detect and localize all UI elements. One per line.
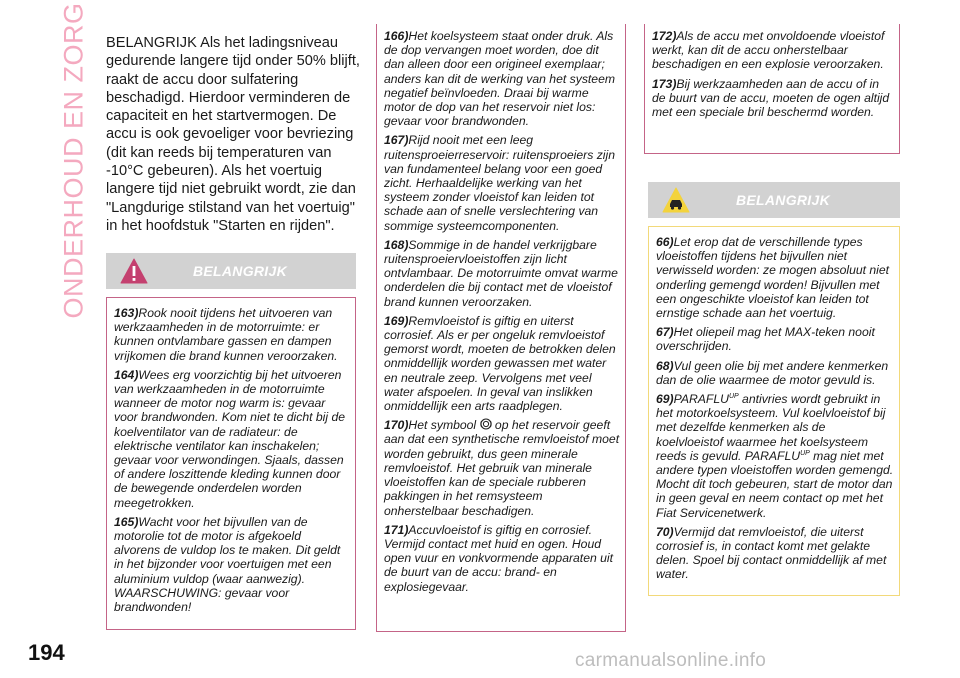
superscript: UP (728, 392, 739, 400)
note-number: 164) (114, 367, 139, 382)
note-text: Let erop dat de verschillende types vloeistoffen tijdens het bijvullen niet verwisseld worden: ze mogen absoluut niet onderling gemengd worden! Bijvullen met een ongeschikte vloeistof kan leiden tot ernstige schade aan het voertuig. (656, 235, 890, 321)
note-text: antivries wordt gebruikt in het motorkoelsysteem. Vul koelvloeistof bij met dezelfde kenmerken als de koelvloeistof waarmee het koelsysteem reeds is gevuld. PARAFLU (656, 392, 886, 463)
warning-triangle-icon (662, 187, 690, 213)
note-text: Wacht voor het bijvullen van de motorolie tot de motor is afgekoeld alvorens de vuldop los te maken. Dit geldt in het bijzonder voor voertuigen met een aluminium vuldop (waar aanwezig). WAARSCHUWING: gevaar voor brandwonden! (114, 514, 341, 615)
side-section-title (56, 1, 92, 319)
warning-notes-box-right (644, 24, 900, 154)
note-68 (656, 359, 894, 387)
note-number: 165) (114, 514, 139, 529)
note-170 (384, 418, 620, 517)
note-text: PARAFLU (673, 392, 729, 407)
note-169 (384, 314, 620, 413)
note-number: 167) (384, 133, 409, 148)
note-text: Wees erg voorzichtig bij het uitvoeren van werkzaamheden in de motorruimte wanneer de motor nog warm is: gevaar voor brandwonden. Kom niet te dicht bij de koelventilator van de radiateur: de elektrische ventilator kan inschakelen; gevaar voor verwondingen. Sjaals, dassen of andere loszittende kleding kunnen door de bewegende onderdelen worden meegetrokken. (114, 367, 346, 510)
note-number: 66) (656, 235, 674, 249)
note-173 (652, 77, 894, 120)
note-number: 168) (384, 237, 409, 252)
warning-triangle-icon (120, 258, 148, 284)
warning-notes-box-middle (376, 24, 626, 632)
note-number: 171) (384, 522, 409, 537)
superscript: UP (800, 449, 810, 457)
warning-notes-box-left (106, 297, 356, 630)
note-text: Het koelsysteem staat onder druk. Als de dop vervangen moet worden, doe dit dan alleen door een origineel exemplaar; anders kan dit de werking van het systeem negatief beïnvloeden. Draai bij warme motor de dop van het reservoir niet los: gevaar voor brandwonden. (384, 29, 616, 129)
note-70 (656, 525, 894, 582)
note-text: Het symbool (408, 418, 477, 433)
important-notes-box-right (648, 226, 900, 596)
page-number: 194 (28, 640, 65, 665)
note-text: Sommige in de handel verkrijgbare ruitensproeiervloeistoffen zijn licht ontvlambaar. De motorruimte omvat warme onderdelen die bij contact met de vloeistof brand kunnen veroorzaken. (384, 237, 618, 309)
note-text: Als de accu met onvoldoende vloeistof werkt, kan dit de accu onherstelbaar beschadigen en een explosie veroorzaken. (652, 29, 885, 72)
watermark: carmanualsonline.info (575, 650, 767, 671)
note-number: 169) (384, 313, 409, 328)
note-number: 172) (652, 29, 677, 43)
note-number: 69) (656, 392, 674, 407)
note-number: 166) (384, 29, 409, 43)
note-number: 67) (656, 325, 674, 340)
note-text: op het reservoir geeft aan dat een synthetische remvloeistof moet worden gebruikt, dus geen minerale remvloeistof. Het gebruik van minerale vloeistoffen kan de speciale rubberen pakkingen in het remsysteem onherstelbaar beschadigen. (384, 418, 620, 518)
note-number: 163) (114, 306, 139, 320)
note-text: Remvloeistof is giftig en uiterst corrosief. Als er per ongeluk remvloeistof gemorst wordt, moeten de betrokken delen onmiddellijk worden gewassen met water en neutrale zeep. Vervolgens met veel water afspoelen. In geval van inslikken onmiddellijk een arts raadplegen. (384, 313, 616, 414)
note-165 (114, 515, 350, 614)
note-number: 173) (652, 76, 677, 91)
note-69 (656, 392, 894, 520)
banner-right-label: BELANGRIJK (735, 192, 830, 208)
banner-left-label: BELANGRIJK (192, 263, 287, 279)
note-166 (384, 29, 620, 128)
note-number: 170) (384, 418, 409, 433)
note-172 (652, 29, 894, 72)
important-banner-left (106, 253, 356, 289)
note-67 (656, 325, 894, 353)
note-164 (114, 368, 350, 510)
note-66 (656, 235, 894, 320)
important-banner-right (648, 182, 900, 218)
note-text: Het oliepeil mag het MAX-teken nooit overschrijden. (656, 325, 875, 354)
note-171 (384, 523, 620, 594)
note-text: Bij werkzaamheden aan de accu of in de buurt van de accu, moeten de ogen altijd met een speciale bril beschermd worden. (652, 76, 890, 120)
note-number: 68) (656, 358, 674, 373)
note-text: mag niet met andere typen vloeistoffen worden gemengd. Mocht dit toch gebeuren, start de motor dan in geen geval en neem contact op met het Fiat Servicenetwerk. (656, 448, 894, 520)
note-163 (114, 306, 350, 363)
note-167 (384, 133, 620, 232)
intro-paragraph: BELANGRIJK Als het ladingsniveau gedurende langere tijd onder 50% blijft, raakt de accu door sulfatering beschadigd. Hierdoor verminderen de capaciteit en het startvermogen. De accu is ook gevoeliger voor bevriezing (dit kan reeds bij temperaturen van -10°C gebeuren). Als het voertuig langere tijd niet gebruikt wordt, zie dan "Langdurige stilstand van het voertuig" in het hoofdstuk "Starten en rijden". (106, 35, 360, 234)
note-text: Rook nooit tijdens het uitvoeren van werkzaamheden in de motorruimte: er kunnen ontvlambare gassen en dampen vrijkomen die brand kunnen veroorzaken. (114, 306, 338, 363)
note-text: Accuvloeistof is giftig en corrosief. Vermijd contact met huid en ogen. Houd open vuur en vonkvormende apparaten uit de buurt van de accu: brand- en explosiegevaar. (384, 522, 614, 594)
note-text: Vul geen olie bij met andere kenmerken dan de olie waarmee de motor gevuld is. (656, 358, 889, 387)
note-text: Rijd nooit met een leeg ruitensproeierreservoir: ruitensproeiers zijn van fundamenteel belang voor een goed zicht. Herhaaldelijke werking van het systeem zonder vloeistof kan leiden tot schade aan of snelle verslechtering van sommige systeemcomponenten. (384, 133, 615, 233)
note-168 (384, 238, 620, 309)
note-number: 70) (656, 524, 674, 539)
note-text: Vermijd dat remvloeistof, die uiterst corrosief is, in contact komt met gelakte delen. Spoel bij contact onmiddellijk af met water. (656, 524, 887, 582)
brake-fluid-symbol-icon (480, 418, 492, 430)
side-section-title-text: ONDERHOUD EN ZORG (58, 1, 89, 319)
